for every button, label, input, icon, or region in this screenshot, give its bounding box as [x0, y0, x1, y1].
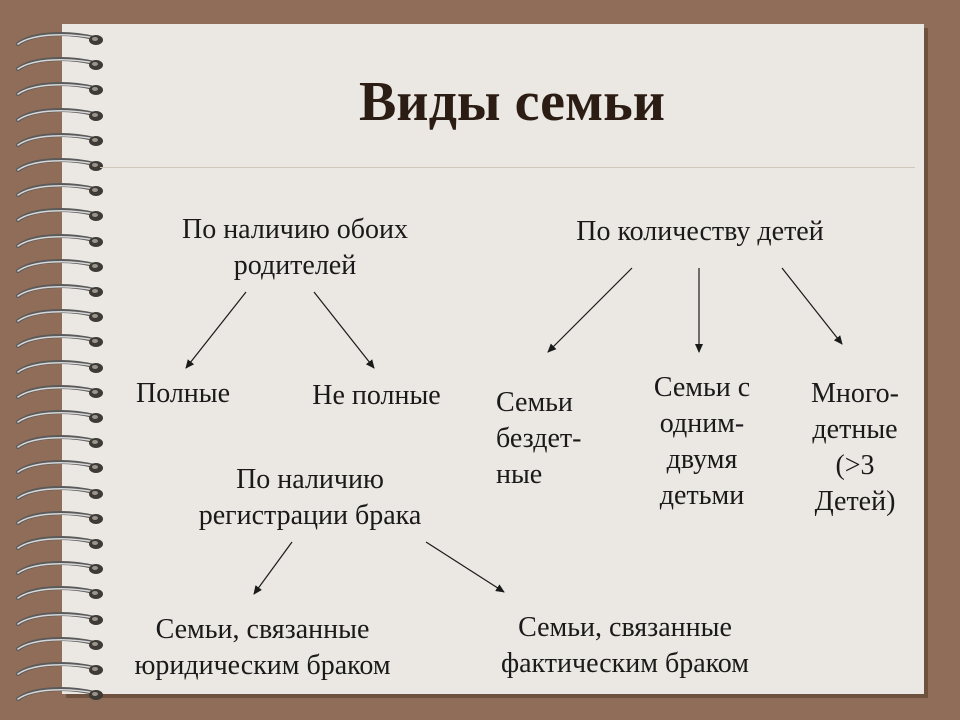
item-legal-marriage: Семьи, связанные юридическим браком — [134, 614, 391, 681]
arrow-to-legal — [254, 542, 292, 594]
heading-children: По количеству детей — [576, 216, 824, 247]
arrow-to-large — [782, 268, 842, 344]
heading-marriage: По наличию регистрации брака — [198, 464, 422, 531]
arrow-to-de-facto — [426, 542, 504, 592]
item-incomplete-families: Не полные — [312, 380, 441, 411]
page-title: Виды семьи — [358, 71, 666, 133]
item-one-two-children: Семьи с одним- двумя детьми — [653, 372, 751, 511]
arrow-to-complete — [186, 292, 246, 368]
item-de-facto-marriage: Семьи, связанные фактическим браком — [500, 612, 749, 679]
item-childless: Семьи бездет- ные — [496, 387, 582, 490]
item-large-families: Много- детные (>3 Детей) — [811, 378, 899, 517]
item-complete-families: Полные — [135, 378, 231, 409]
arrow-to-childless — [548, 268, 632, 352]
arrow-to-incomplete — [314, 292, 374, 368]
heading-parents: По наличию обоих родителей — [181, 214, 409, 281]
